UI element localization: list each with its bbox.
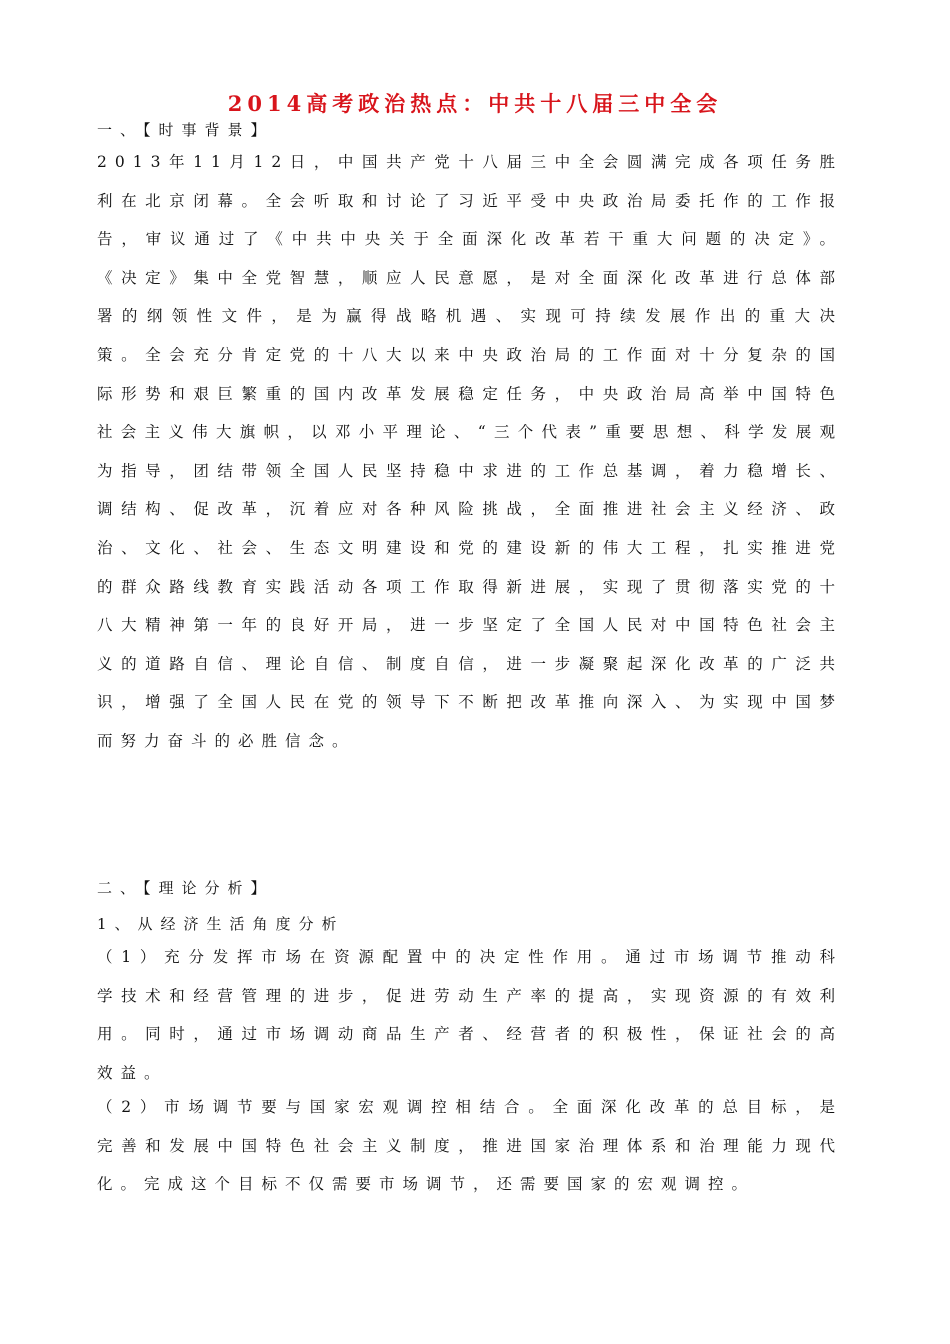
analysis-point-1-text: （1）充分发挥市场在资源配置中的决定性作用。通过市场调节推动科学技术和经营管理的进步，促进劳动生产率的提高，实现资源的有效利用。同时，通过市场调动商品生产者、经营者的积极性，保证社会的高效益。 bbox=[97, 948, 843, 1082]
analysis-point-2 bbox=[97, 1088, 843, 1243]
section-heading-analysis: 二、【理论分析】 bbox=[97, 879, 274, 897]
section-heading-background: 一、【时事背景】 bbox=[97, 121, 274, 139]
analysis-point-1 bbox=[97, 938, 843, 1093]
section-body-background bbox=[97, 143, 843, 873]
document-title: 2014高考政治热点：中共十八届三中全会 bbox=[227, 91, 723, 116]
analysis-point-2-text: （2）市场调节要与国家宏观调控相结合。全面深化改革的总目标，是完善和发展中国特色社会主义制度，推进国家治理体系和治理能力现代化。完成这个目标不仅需要市场调节，还需要国家的宏观调控。 bbox=[97, 1098, 843, 1194]
subsection-heading-economic: 1、从经济生活角度分析 bbox=[97, 915, 345, 933]
background-paragraph: 2013年11月12日，中国共产党十八届三中全会圆满完成各项任务胜利在北京闭幕。全会听取和讨论了习近平受中央政治局委托作的工作报告，审议通过了《中共中央关于全面深化改革若干重大问题的决定》。《决定》集中全党智慧，顺应人民意愿，是对全面深化改革进行总体部署的纲领性文件，是为赢得战略机遇、实现可持续发展作出的重大决策。全会充分肯定党的十八大以来中央政治局的工作面对十分复杂的国际形势和艰巨繁重的国内改革发展稳定任务，中央政治局高举中国特色社会主义伟大旗帜，以邓小平理论、“三个代表”重要思想、科学发展观为指导，团结带领全国人民坚持稳中求进的工作总基调，着力稳增长、调结构、促改革，沉着应对各种风险挑战，全面推进社会主义经济、政治、文化、社会、生态文明建设和党的建设新的伟大工程，扎实推进党的群众路线教育实践活动各项工作取得新进展，实现了贯彻落实党的十八大精神第一年的良好开局，进一步坚定了全国人民对中国特色社会主义的道路自信、理论自信、制度自信，进一步凝聚起深化改革的广泛共识，增强了全国人民在党的领导下不断把改革推向深入、为实现中国梦而努力奋斗的必胜信念。 bbox=[97, 153, 843, 750]
